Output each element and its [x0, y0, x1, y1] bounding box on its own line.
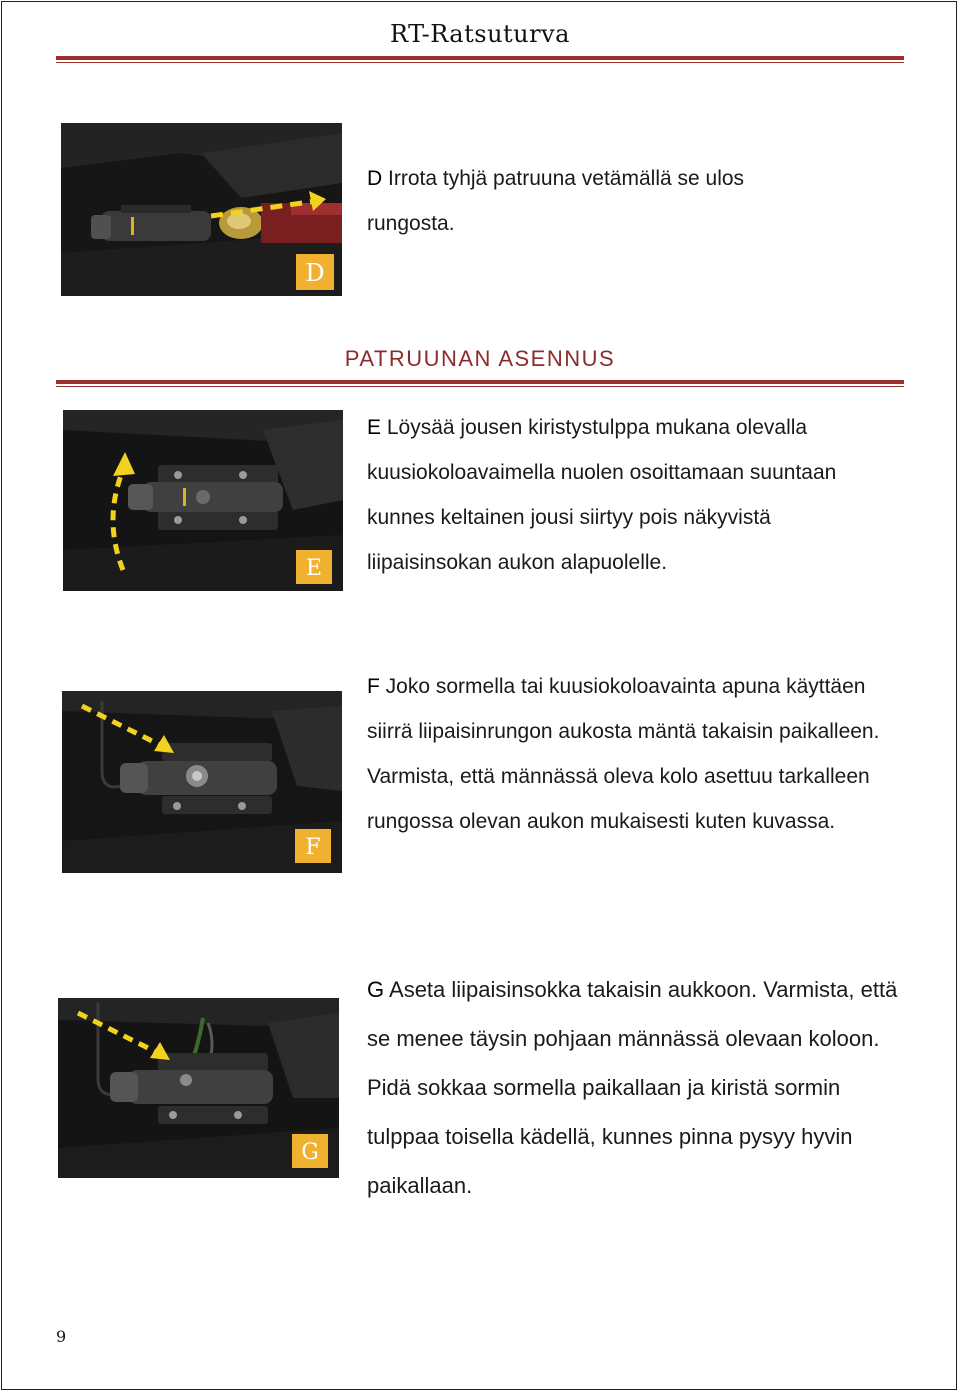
photo-step-f [62, 691, 342, 873]
step-d-text [367, 156, 827, 246]
page-header-title: RT-Ratsuturva [390, 20, 570, 48]
photo-step-g [58, 998, 339, 1178]
step-d-letter: D [367, 167, 383, 190]
step-e-text [367, 405, 897, 585]
step-g-body: Aseta liipaisinsokka takaisin aukkoon. Varmista, että se menee täysin pohjaan männässä olevaan koloon. Pidä sokkaa sormella paikallaan ja kiristä sormin tulppaa toisella kädellä, kunnes pinna pysyy hyvin paikallaan. [367, 977, 898, 1198]
step-g-text [367, 965, 912, 1210]
photo-badge-f: F [305, 835, 321, 860]
photo-badge-e: E [305, 556, 323, 581]
step-e-letter: E [367, 416, 382, 439]
page-number: 9 [56, 1327, 67, 1346]
step-e-body: Löysää jousen kiristystulppa mukana olevalla kuusiokoloavaimella nuolen osoittamaan suuntaan kunnes keltainen jousi siirtyy pois näkyvistä liipaisinsokan aukon alapuolelle. [367, 416, 837, 574]
photo-step-e [63, 410, 343, 591]
section-title: PATRUUNAN ASENNUS [344, 346, 616, 371]
step-d-body: Irrota tyhjä patruuna vetämällä se ulos rungosta. [367, 167, 745, 235]
photo-badge-d: D [305, 259, 325, 287]
step-f-body: Joko sormella tai kuusiokoloavainta apuna käyttäen siirrä liipaisinrungon aukosta mäntä takaisin paikalleen. Varmista, että männässä oleva kolo asettuu tarkalleen rungossa olevan aukon mukaisesti kuten kuvassa. [367, 675, 880, 833]
step-f-text [367, 664, 897, 844]
section-rule [56, 380, 904, 387]
photo-step-d [61, 123, 342, 296]
header-rule [56, 56, 904, 63]
step-f-letter: F [367, 675, 380, 698]
photo-badge-g: G [301, 1140, 319, 1165]
step-g-letter: G [367, 977, 385, 1002]
